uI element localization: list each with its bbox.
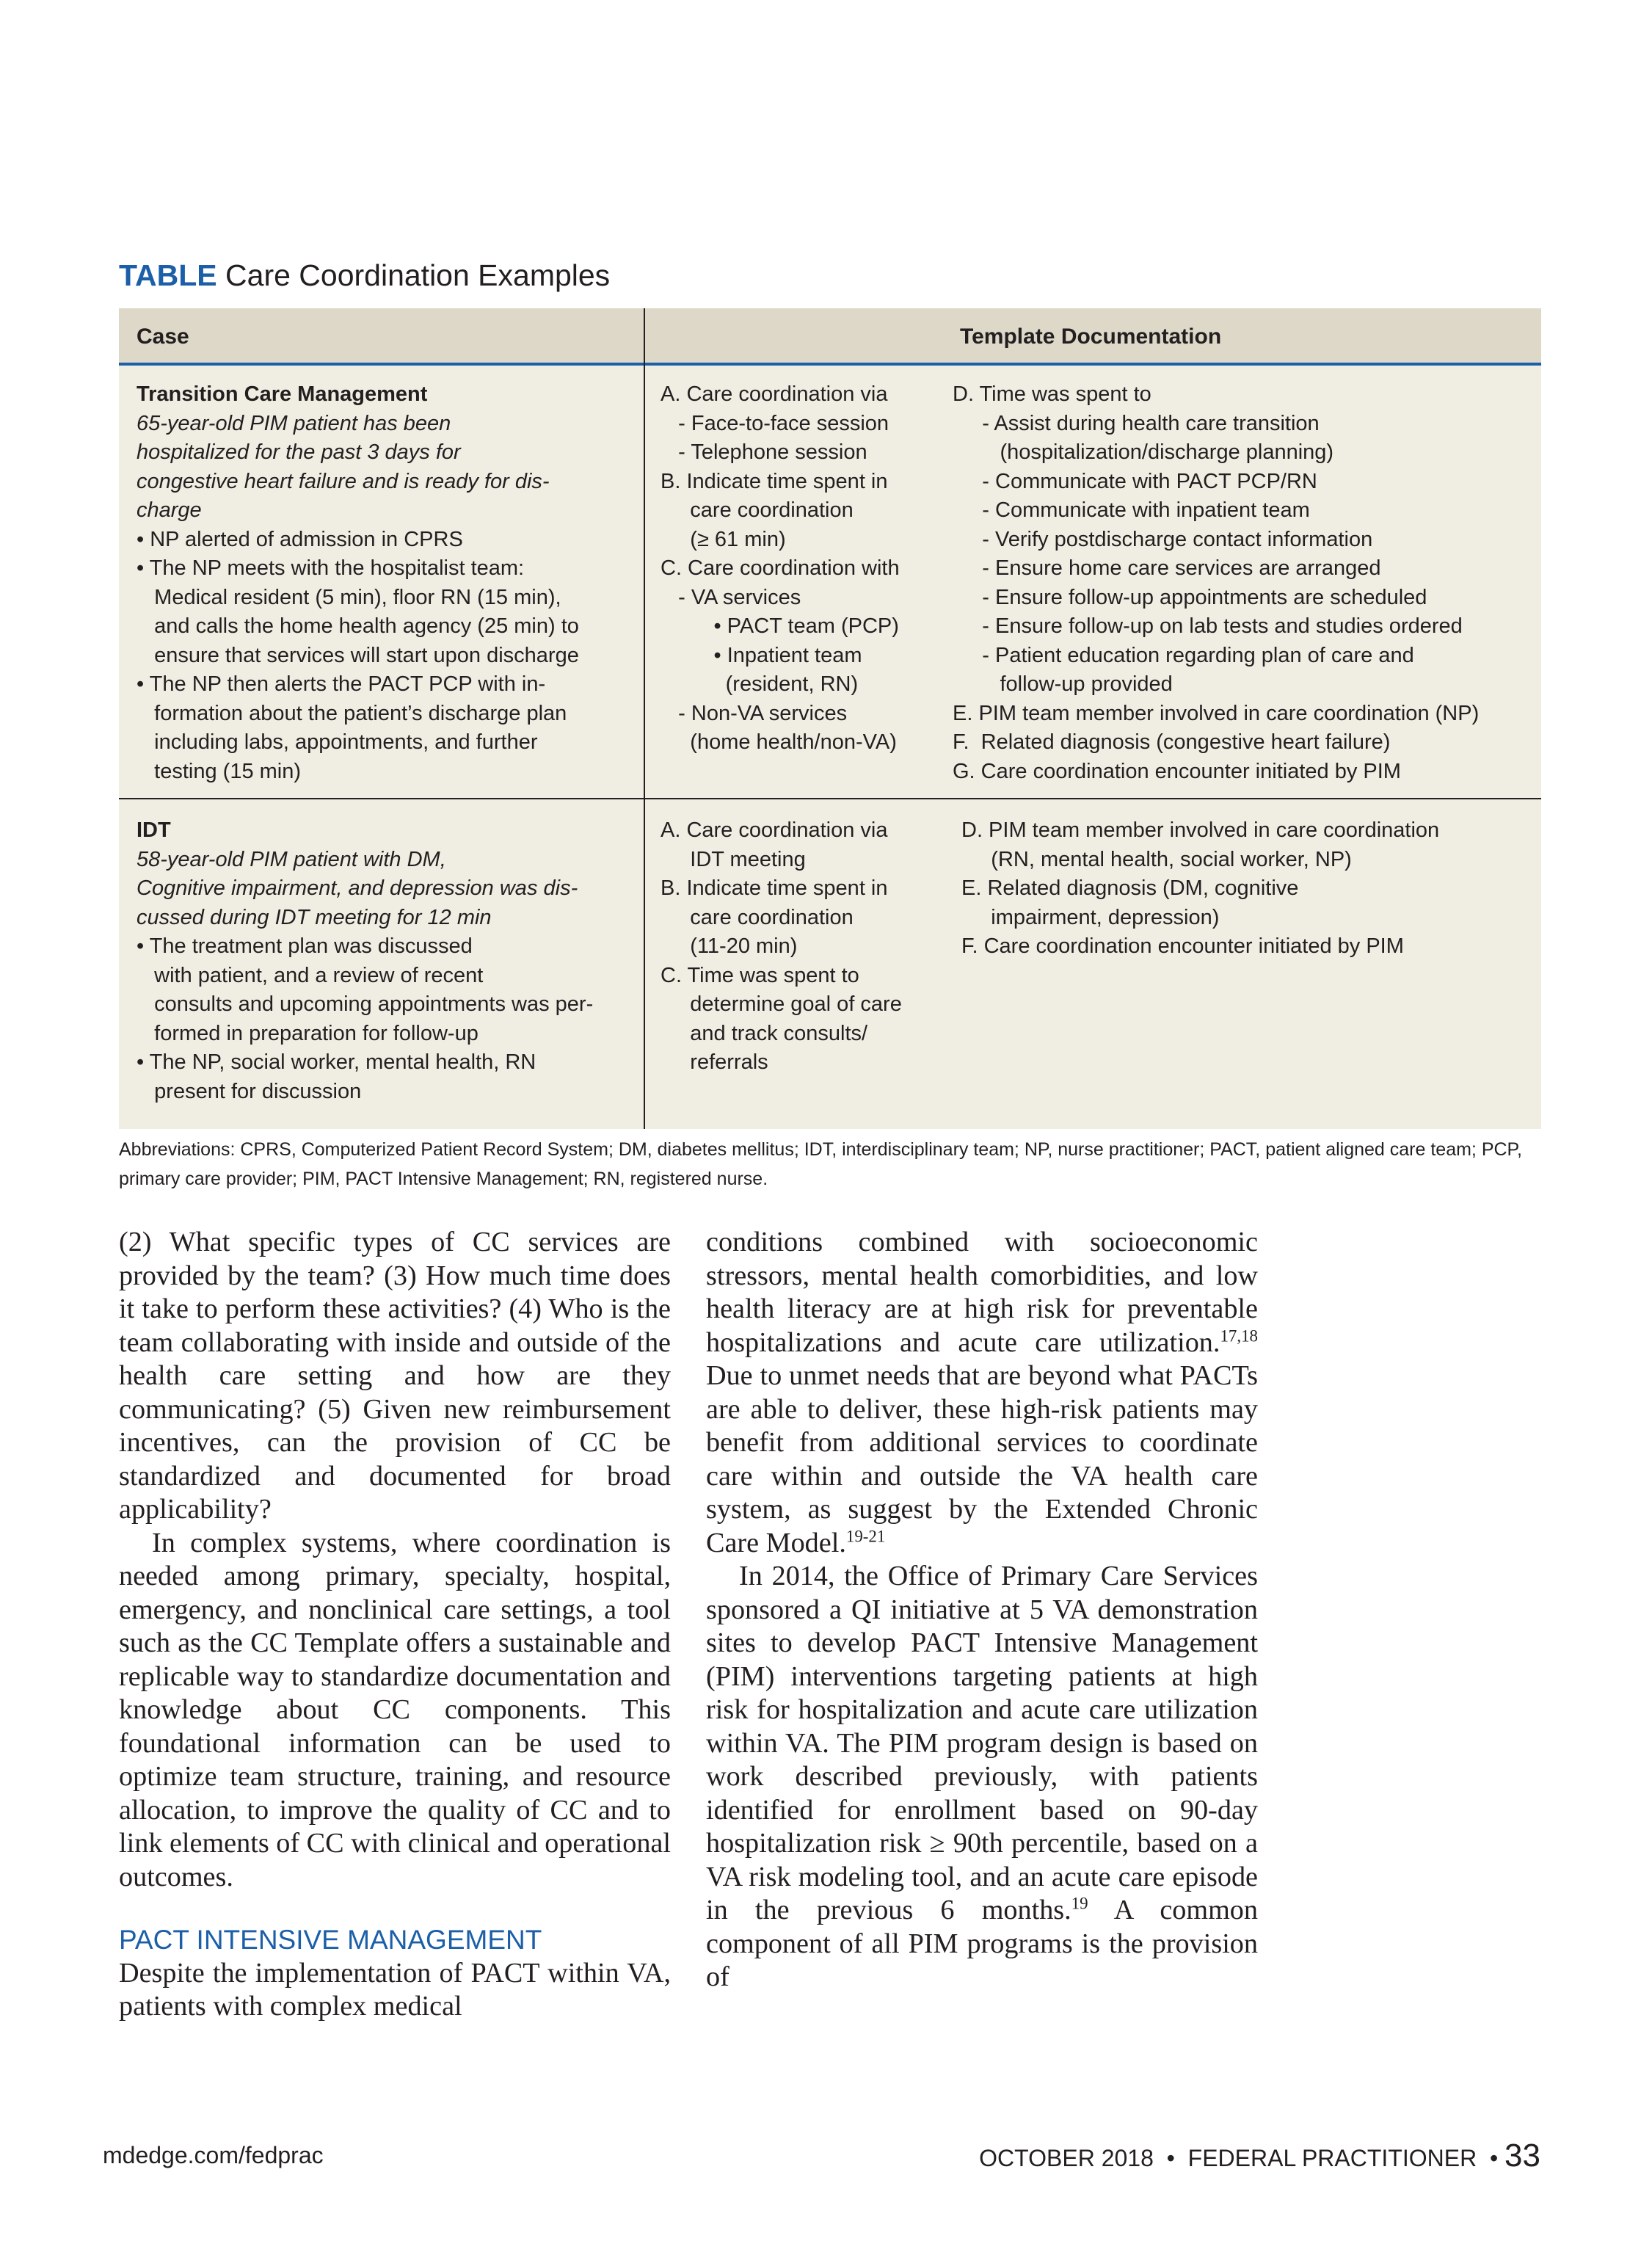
table-label: TABLE	[119, 258, 217, 292]
body-column-left	[119, 1226, 671, 2024]
row-2-bullet-line: consults and upcoming appointments was per-	[137, 992, 594, 1016]
row-1-col-a-line: (resident, RN)	[661, 672, 859, 696]
row-1-col-a-line: A. Care coordination via	[661, 382, 888, 406]
row-1-col-a-line: - Telephone session	[661, 440, 867, 464]
row-2-template-col-a	[661, 816, 902, 1078]
row-2-col-a-line: care coordination	[661, 905, 854, 929]
row-2-bullet-line: formed in preparation for follow-up	[137, 1021, 479, 1045]
row-2-col-b-line: impairment, depression)	[961, 905, 1220, 929]
row-2-bullet-line: with patient, and a review of recent	[137, 963, 484, 987]
row-2-bullet-line: • The treatment plan was discussed	[137, 934, 473, 958]
row-2-col-a-line: (11-20 min)	[661, 934, 798, 958]
row-1-col-b-line: - Assist during health care transition	[953, 411, 1320, 435]
text-run: conditions combined with socioeconomic stressors, mental health comorbidities, and low health literacy are at high risk for preventable hospitalizations and acute care utilization.	[706, 1227, 1258, 1358]
row-1-template-col-b	[953, 380, 1479, 786]
row-1-bullet-line: • The NP then alerts the PACT PCP with in-	[137, 672, 546, 696]
footer-url: mdedge.com/fedprac	[103, 2142, 324, 2168]
row-1-col-a-line: (≥ 61 min)	[661, 527, 786, 551]
row-1-desc-line: hospitalized for the past 3 days for	[137, 440, 461, 464]
row-2-heading: IDT	[137, 818, 171, 842]
row-2-col-a-line: B. Indicate time spent in	[661, 876, 888, 900]
paragraph	[706, 1560, 1258, 1994]
row-1-col-a-line: • Inpatient team	[661, 643, 862, 667]
row-1-col-a-line: care coordination	[661, 498, 854, 522]
row-2-bullet-line: • The NP, social worker, mental health, RN	[137, 1050, 536, 1074]
paragraph: (2) What specific types of CC services are provided by the team? (3) How much time does it take to perform these activities? (4) Who is the team collaborating with inside and outside of the health care setting and how are they communicating? (5) Given new reimbursement incentives, can the provision of CC be standardized and documented for broad applicability?	[119, 1227, 671, 1525]
row-2-col-a-line: determine goal of care	[661, 992, 902, 1016]
table-abbreviations: Abbreviations: CPRS, Computerized Patient Record System; DM, diabetes mellitus; IDT, interdisciplinary team; NP, nurse practitioner; PACT, patient aligned care team; PCP, primary care provider; PIM, PACT Intensive Management; RN, registered nurse.	[119, 1139, 1522, 1189]
table-header-row	[119, 308, 1541, 366]
header-template-documentation: Template Documentation	[960, 324, 1222, 349]
row-1-col-b-line: E. PIM team member involved in care coordination (NP)	[953, 701, 1480, 725]
row-1-col-b-line: F. Related diagnosis (congestive heart failure)	[953, 730, 1391, 754]
citation: 17,18	[1220, 1326, 1258, 1345]
footer-issue	[979, 2138, 1540, 2174]
row-1-col-b-line: - Verify postdischarge contact information	[953, 527, 1373, 551]
row-1-col-b-line: G. Care coordination encounter initiated by PIM	[953, 759, 1401, 783]
row-divider	[119, 798, 1541, 799]
row-1-bullet-line: and calls the home health agency (25 min) to	[137, 614, 579, 638]
row-2-col-a-line: IDT meeting	[661, 847, 806, 871]
row-1-heading: Transition Care Management	[137, 382, 428, 406]
body-column-right	[706, 1226, 1258, 1994]
row-2-col-a-line: C. Time was spent to	[661, 963, 859, 987]
section-heading: PACT INTENSIVE MANAGEMENT	[119, 1925, 542, 1955]
row-1-desc-line: congestive heart failure and is ready for dis-	[137, 469, 550, 493]
row-1-col-a-line: - Face-to-face session	[661, 411, 889, 435]
row-2-col-b-line: E. Related diagnosis (DM, cognitive	[961, 876, 1299, 900]
row-2-template-col-b	[961, 816, 1439, 962]
row-1-col-b-line: - Patient education regarding plan of care and	[953, 643, 1414, 667]
row-2-desc-line: cussed during IDT meeting for 12 min	[137, 905, 492, 929]
row-1-bullet-line: • The NP meets with the hospitalist team:	[137, 556, 525, 580]
row-2-col-b-line: (RN, mental health, social worker, NP)	[961, 847, 1352, 871]
row-1-bullet-line: ensure that services will start upon discharge	[137, 643, 579, 667]
row-1-col-a-line: (home health/non-VA)	[661, 730, 897, 754]
row-1-col-b-line: - Ensure follow-up appointments are scheduled	[953, 585, 1427, 609]
row-1-desc-line: 65-year-old PIM patient has been	[137, 411, 451, 435]
row-2-desc-line: 58-year-old PIM patient with DM,	[137, 847, 446, 871]
row-1-bullet-line: • NP alerted of admission in CPRS	[137, 527, 463, 551]
care-coordination-table	[119, 308, 1541, 1129]
row-1-col-b-line: - Ensure follow-up on lab tests and studies ordered	[953, 614, 1463, 638]
paragraph: In complex systems, where coordination is needed among primary, specialty, hospital, emergency, and nonclinical care settings, a tool such as the CC Template offers a sustainable and replicable way to standardize documentation and knowledge about CC components. This foundational information can be used to optimize team structure, training, and resource allocation, to improve the quality of CC and to link elements of CC with clinical and operational outcomes.	[119, 1527, 671, 1892]
row-1-col-b-line: - Communicate with PACT PCP/RN	[953, 469, 1317, 493]
row-1-desc-line: charge	[137, 498, 202, 522]
row-1-bullet-line: Medical resident (5 min), floor RN (15 min),	[137, 585, 561, 609]
paragraph: Despite the implementation of PACT within VA, patients with complex medical	[119, 1957, 671, 2022]
row-2-col-a-line: and track consults/	[661, 1021, 868, 1045]
row-1-bullet-line: testing (15 min)	[137, 759, 302, 783]
column-divider	[644, 308, 645, 1129]
text-run: A common component of all PIM programs is the provision of	[706, 1895, 1258, 1992]
row-1-case-cell	[137, 380, 579, 786]
header-case: Case	[137, 324, 189, 349]
row-2-col-a-line: A. Care coordination via	[661, 818, 888, 842]
row-1-col-a-line: • PACT team (PCP)	[661, 614, 899, 638]
row-2-case-cell	[137, 816, 593, 1106]
table-caption: Care Coordination Examples	[225, 258, 611, 292]
row-1-col-a-line: B. Indicate time spent in	[661, 469, 888, 493]
row-1-col-b-line: (hospitalization/discharge planning)	[953, 440, 1334, 464]
table-title	[119, 258, 610, 293]
row-2-col-a-line: referrals	[661, 1050, 768, 1074]
row-1-col-b-line: - Ensure home care services are arranged	[953, 556, 1381, 580]
row-2-col-b-line: D. PIM team member involved in care coordination	[961, 818, 1440, 842]
row-1-bullet-line: formation about the patient’s discharge plan	[137, 701, 567, 725]
text-run: In 2014, the Office of Primary Care Services sponsored a QI initiative at 5 VA demonstration sites to develop PACT Intensive Management (PIM) interventions targeting patients at high risk for hospitalization and acute care utilization within VA. The PIM program design is based on work described previously, with patients identified for enrollment based on 90-day hospitalization risk ≥ 90th percentile, based on a VA risk modeling tool, and an acute care episode in the previous 6 months.	[706, 1561, 1258, 1925]
page-number: 33	[1504, 2138, 1540, 2174]
text-run: Due to unmet needs that are beyond what PACTs are able to deliver, these high-risk patients may benefit from additional services to coordinate care within and outside the VA health care system, as suggest by the Extended Chronic Care Model.	[706, 1360, 1258, 1558]
row-1-col-a-line: C. Care coordination with	[661, 556, 900, 580]
paragraph	[706, 1226, 1258, 1560]
citation: 19	[1071, 1894, 1088, 1913]
row-1-col-b-line: follow-up provided	[953, 672, 1173, 696]
row-1-col-b-line: - Communicate with inpatient team	[953, 498, 1310, 522]
row-1-template-col-a	[661, 380, 900, 758]
row-2-desc-line: Cognitive impairment, and depression was dis-	[137, 876, 578, 900]
row-2-col-b-line: F. Care coordination encounter initiated by PIM	[961, 934, 1404, 958]
row-2-bullet-line: present for discussion	[137, 1079, 362, 1103]
row-1-col-b-line: D. Time was spent to	[953, 382, 1151, 406]
row-1-col-a-line: - VA services	[661, 585, 801, 609]
citation: 19-21	[845, 1526, 886, 1545]
footer-issue-text: OCTOBER 2018 • FEDERAL PRACTITIONER •	[979, 2145, 1499, 2171]
row-1-col-a-line: - Non-VA services	[661, 701, 848, 725]
row-1-bullet-line: including labs, appointments, and further	[137, 730, 538, 754]
